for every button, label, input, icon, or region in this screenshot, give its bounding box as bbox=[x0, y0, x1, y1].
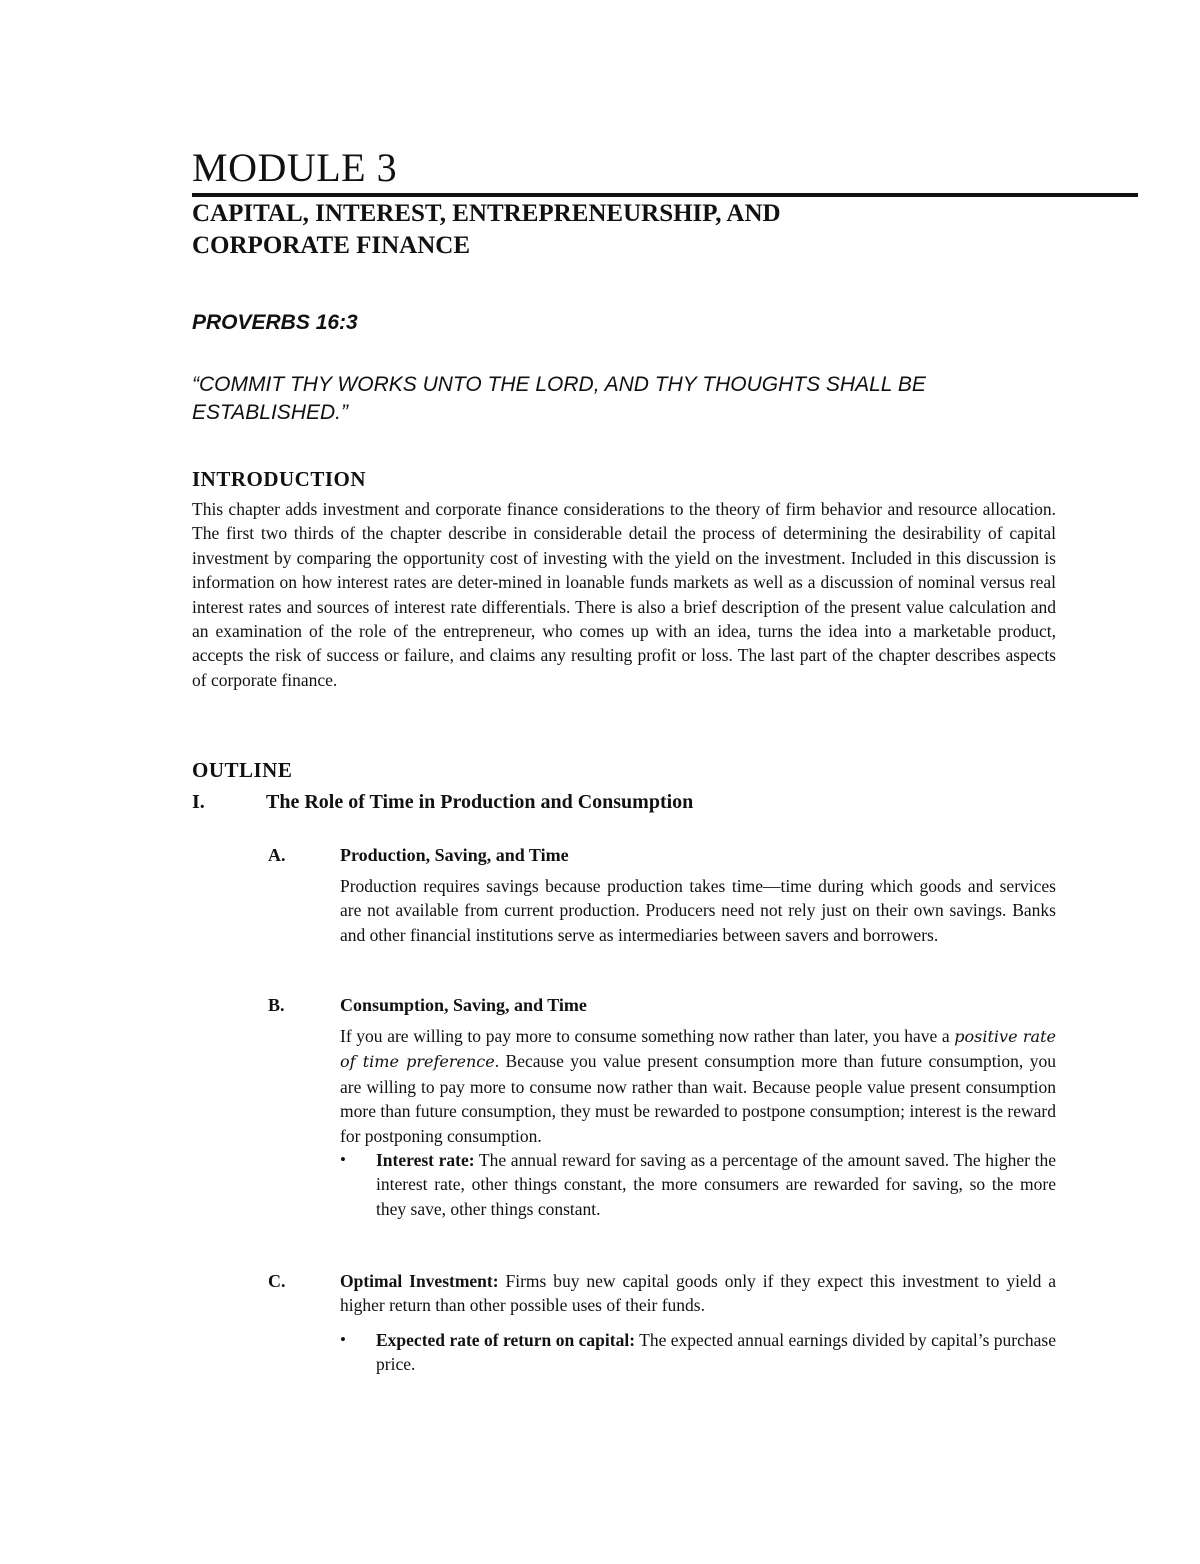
proverb-quote-line2: ESTABLISHED.” bbox=[192, 401, 348, 424]
outline-item-C bbox=[268, 1269, 1056, 1377]
item-body: Production requires savings because production takes time—time during which goods and services are not available from current production. Producers need not rely just on their own savings. Banks and other financial institutions serve as intermediaries between savers and borrowers. bbox=[340, 876, 1056, 945]
chapter-title bbox=[192, 198, 1132, 262]
item-letter: B. bbox=[268, 995, 285, 1015]
section-title: The Role of Time in Production and Consumption bbox=[266, 791, 694, 813]
item-heading bbox=[268, 992, 1056, 1018]
module-title: MODULE 3 bbox=[192, 145, 398, 190]
bullet-text: The expected annual earnings divided by capital’s purchase price. bbox=[376, 1329, 1056, 1375]
item-title: Consumption, Saving, and Time bbox=[340, 995, 587, 1015]
body-text-end: . Because you value present consumption more than future consumption, you are willing to pay more to consume now rather than wait. Because people value present consumption more than future consumption, they must be rewarded to postpone consumption; interest is the reward for postponing consumption. bbox=[340, 1051, 1057, 1146]
item-letter: A. bbox=[268, 845, 286, 865]
emphasized-term: positive rate of time preference bbox=[340, 1027, 1056, 1072]
section-number: I. bbox=[192, 791, 205, 813]
body-text-start: If you are willing to pay more to consume something now rather than later, you have a bbox=[340, 1026, 955, 1046]
bullet-item bbox=[340, 1328, 1056, 1377]
item-term: Optimal Investment: bbox=[340, 1271, 499, 1291]
bullet-text: The annual reward for saving as a percentage of the amount saved. The higher the interest rate, other things constant, the more consumers are rewarded for saving, so the more they save, other things constant. bbox=[376, 1150, 1057, 1219]
bullet-icon: • bbox=[340, 1150, 346, 1170]
chapter-title-line2: CORPORATE FINANCE bbox=[192, 232, 471, 259]
item-title: Production, Saving, and Time bbox=[340, 845, 569, 865]
introduction-paragraph: This chapter adds investment and corporate finance considerations to the theory of firm behavior and resource allocation. The first two thirds of the chapter describe in considerable detail the process of determining the desirability of capital investment by comparing the opportunity cost of investing with the yield on the investment. Included in this discussion is information on how interest rates are deter-mined in loanable funds markets as well as a discussion of nominal versus real interest rates and sources of interest rate differentials. There is also a brief description of the present value calculation and an examination of the role of the entrepreneur, who comes up with an idea, turns the idea into a marketable product, accepts the risk of success or failure, and claims any resulting profit or loss. The last part of the chapter describes aspects of corporate finance. bbox=[192, 499, 1056, 690]
item-heading bbox=[268, 842, 1056, 868]
proverb-quote-line1: “COMMIT THY WORKS UNTO THE LORD, AND THY THOUGHTS SHALL BE bbox=[192, 373, 926, 396]
bullet-term: Expected rate of return on capital: bbox=[376, 1329, 636, 1350]
chapter-title-line1: CAPITAL, INTEREST, ENTREPRENEURSHIP, AND bbox=[192, 200, 781, 227]
item-letter: C. bbox=[268, 1271, 286, 1291]
outline-item-B bbox=[268, 992, 1056, 1221]
item-text: Firms buy new capital goods only if they expect this investment to yield a higher return than other possible uses of their funds. bbox=[340, 1271, 1056, 1316]
proverb-reference: PROVERBS 16:3 bbox=[192, 311, 358, 334]
item-body bbox=[340, 1269, 1056, 1318]
introduction-heading: INTRODUCTION bbox=[192, 467, 367, 491]
bullet-item bbox=[340, 1148, 1056, 1221]
bullet-icon: • bbox=[340, 1329, 346, 1349]
outline-item-A bbox=[268, 842, 1056, 947]
outline-heading: OUTLINE bbox=[192, 758, 293, 782]
bullet-term: Interest rate: bbox=[376, 1150, 475, 1171]
proverb-quote bbox=[192, 371, 1092, 427]
title-rule bbox=[192, 193, 1138, 197]
item-body bbox=[340, 1024, 1056, 1148]
